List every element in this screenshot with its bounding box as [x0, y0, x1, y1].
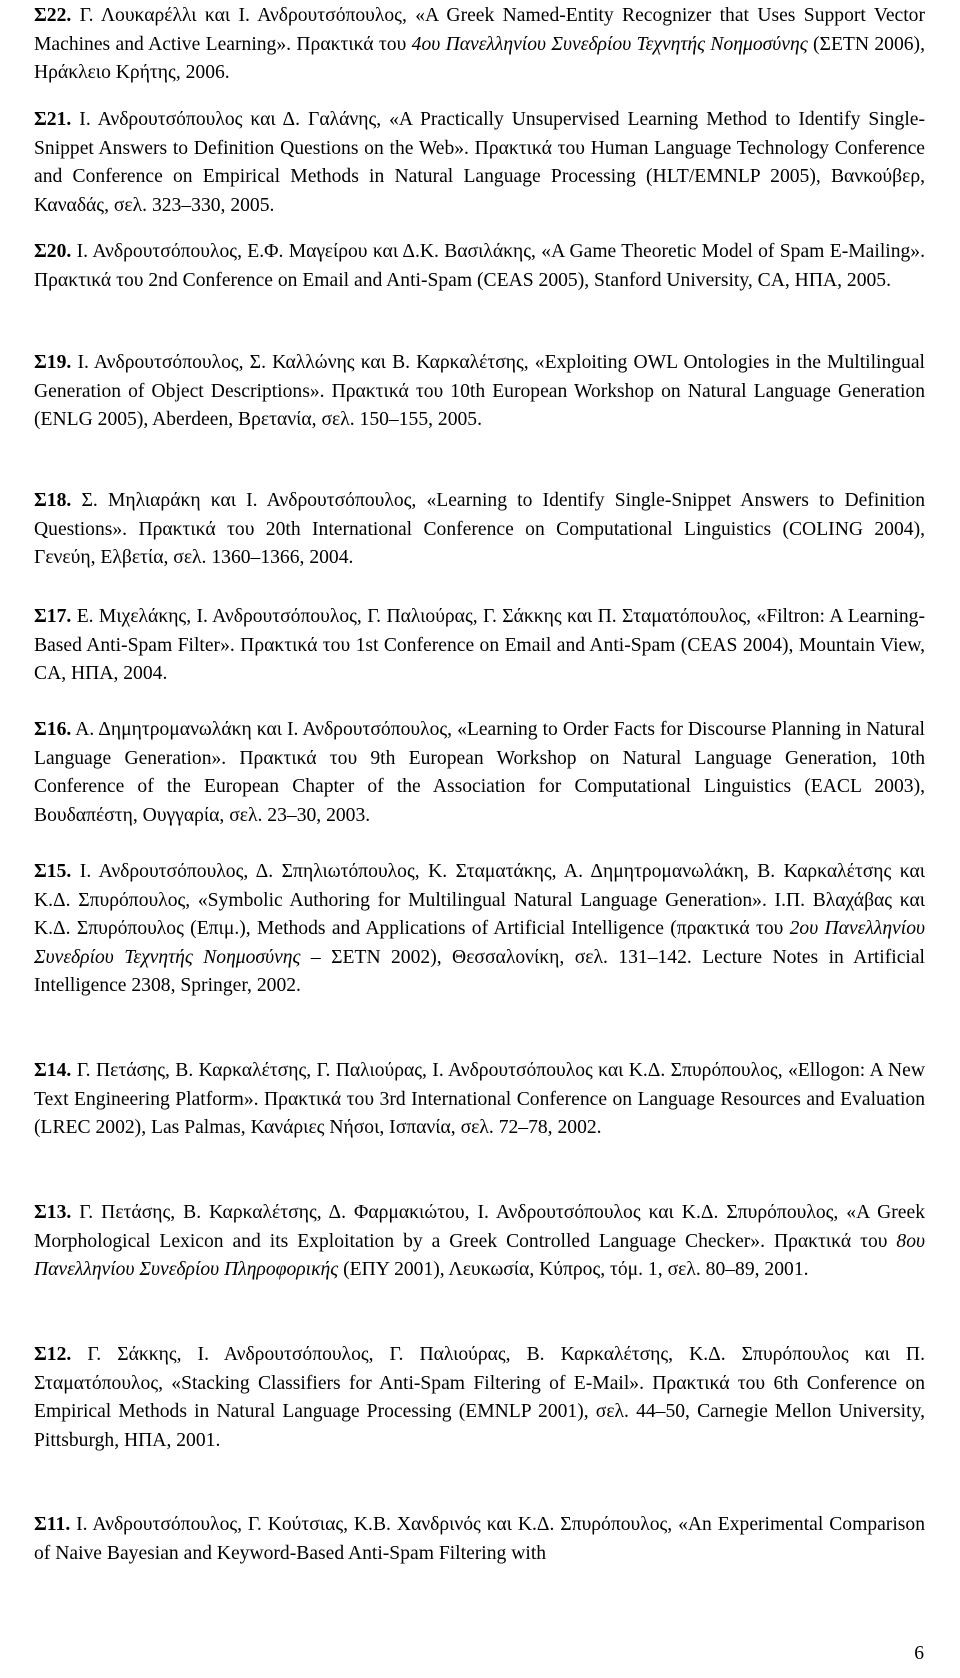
reference-text: Γ. Σάκκης, Ι. Ανδρουτσόπουλος, Γ. Παλιούρας, Β. Καρκαλέτσης, Κ.Δ. Σπυρόπουλος και Π. Σταματόπουλος, «Stacking Classifiers for Anti-Spam Filtering of E-Mail». Πρακτικά του 6th Conference on Empirical Methods in Natural Language Processing (EMNLP 2001), σελ. 44–50, Carnegie Mellon University, Pittsburgh, ΗΠΑ, 2001. [34, 1344, 925, 1451]
reference-entry-s14 [34, 1057, 925, 1143]
reference-text: Ι. Ανδρουτσόπουλος, Σ. Καλλώνης και Β. Καρκαλέτσης, «Exploiting OWL Ontologies in the Multilingual Generation of Object Descriptions». Πρακτικά του 10th European Workshop on Natural Language Generation (ENLG 2005), Aberdeen, Βρετανία, σελ. 150–155, 2005. [34, 352, 925, 431]
reference-label: Σ14. [34, 1060, 72, 1081]
reference-text: Ι. Ανδρουτσόπουλος και Δ. Γαλάνης, «A Practically Unsupervised Learning Method to Identify Single-Snippet Answers to Definition Questions on the Web». Πρακτικά του Human Language Technology Conference and Conference on Empirical Methods in Natural Language Processing (HLT/EMNLP 2005), Βανκούβερ, Καναδάς, σελ. 323–330, 2005. [34, 109, 925, 216]
reference-text: – ΣΕΤΝ 2002), Θεσσαλονίκη, σελ. 131–142. Lecture Notes in Artificial Intelligence 2308, Springer, 2002. [34, 946, 925, 997]
reference-text: Ι. Ανδρουτσόπουλος, Γ. Κούτσιας, Κ.Β. Χανδρινός και Κ.Δ. Σπυρόπουλος, «An Experimental Comparison of Naive Bayesian and Keyword-Based Anti-Spam Filtering with [34, 1514, 925, 1564]
reference-venue-italic: 8ου Πανελληνίου Συνεδρίου Πληροφορικής [34, 1230, 925, 1281]
reference-entry-s17 [34, 603, 925, 689]
reference-text: Γ. Πετάσης, Β. Καρκαλέτσης, Γ. Παλιούρας, Ι. Ανδρουτσόπουλος και Κ.Δ. Σπυρόπουλος, «Ellogon: A New Text Engineering Platform». Πρακτικά του 3rd International Conference on Language Resources and Evaluation (LREC 2002), Las Palmas, Κανάριες Νήσοι, Ισπανία, σελ. 72–78, 2002. [34, 1060, 925, 1139]
page-number: 6 [914, 1643, 924, 1664]
reference-text: Ι. Ανδρουτσόπουλος, Δ. Σπηλιωτόπουλος, Κ. Σταματάκης, Α. Δημητρομανωλάκη, Β. Καρκαλέτσης και Κ.Δ. Σπυρόπουλος, «Symbolic Authoring for Multilingual Natural Language Generation». Ι.Π. Βλαχάβας και Κ.Δ. Σπυρόπουλος (Επιμ.), Methods and Applications of Artificial Intelligence (πρακτικά του [34, 861, 925, 940]
reference-label: Σ12. [34, 1344, 72, 1365]
reference-text: Ε. Μιχελάκης, Ι. Ανδρουτσόπουλος, Γ. Παλιούρας, Γ. Σάκκης και Π. Σταματόπουλος, «Filtron: A Learning-Based Anti-Spam Filter». Πρακτικά του 1st Conference on Email and Anti-Spam (CEAS 2004), Mountain View, CA, ΗΠΑ, 2004. [34, 606, 925, 685]
reference-label: Σ19. [34, 352, 72, 373]
reference-text: Γ. Λουκαρέλλι και Ι. Ανδρουτσόπουλος, «A Greek Named-Entity Recognizer that Uses Support Vector Machines and Active Learning». Πρακτικά του [34, 5, 925, 55]
reference-entry-s16 [34, 716, 925, 830]
reference-label: Σ22. [34, 5, 72, 26]
reference-label: Σ16. [34, 719, 72, 740]
reference-venue-italic: 4ου Πανελληνίου Συνεδρίου Τεχνητής Νοημοσύνης [411, 33, 808, 55]
reference-entry-s20 [34, 238, 925, 295]
reference-entry-s12 [34, 1341, 925, 1455]
reference-label: Σ21. [34, 109, 72, 130]
reference-text: Α. Δημητρομανωλάκη και Ι. Ανδρουτσόπουλος, «Learning to Order Facts for Discourse Planning in Natural Language Generation». Πρακτικά του 9th European Workshop on Natural Language Generation, 10th Conference of the European Chapter of the Association for Computational Linguistics (EACL 2003), Βουδαπέστη, Ουγγαρία, σελ. 23–30, 2003. [34, 719, 925, 826]
reference-entry-s15 [34, 858, 925, 1001]
reference-entry-s21 [34, 106, 925, 220]
reference-label: Σ15. [34, 861, 72, 882]
reference-text: Ι. Ανδρουτσόπουλος, Ε.Φ. Μαγείρου και Δ.Κ. Βασιλάκης, «A Game Theoretic Model of Spam E-Mailing». Πρακτικά του 2nd Conference on Email and Anti-Spam (CEAS 2005), Stanford University, CA, ΗΠΑ, 2005. [34, 241, 925, 291]
reference-entry-s11 [34, 1511, 925, 1568]
reference-label: Σ18. [34, 490, 72, 511]
reference-venue-italic: 2ου Πανελληνίου Συνεδρίου Τεχνητής Νοημοσύνης [34, 918, 925, 968]
reference-entry-s22 [34, 2, 925, 88]
reference-text: (ΕΠΥ 2001), Λευκωσία, Κύπρος, τόμ. 1, σελ. 80–89, 2001. [338, 1259, 809, 1281]
reference-entry-s13 [34, 1199, 925, 1285]
reference-label: Σ13. [34, 1202, 72, 1223]
reference-text: Σ. Μηλιαράκη και Ι. Ανδρουτσόπουλος, «Learning to Identify Single-Snippet Answers to Definition Questions». Πρακτικά του 20th International Conference on Computational Linguistics (COLING 2004), Γενεύη, Ελβετία, σελ. 1360–1366, 2004. [34, 490, 925, 569]
reference-text: (ΣΕΤΝ 2006), Ηράκλειο Κρήτης, 2006. [34, 33, 925, 84]
reference-entry-s19 [34, 349, 925, 435]
reference-label: Σ17. [34, 606, 72, 627]
reference-text: Γ. Πετάσης, Β. Καρκαλέτσης, Δ. Φαρμακιώτου, Ι. Ανδρουτσόπουλος και Κ.Δ. Σπυρόπουλος, «A Greek Morphological Lexicon and its Exploitation by a Greek Controlled Language Checker». Πρακτικά του [34, 1202, 925, 1252]
reference-entry-s18 [34, 487, 925, 573]
reference-label: Σ20. [34, 241, 72, 262]
reference-label: Σ11. [34, 1514, 71, 1535]
